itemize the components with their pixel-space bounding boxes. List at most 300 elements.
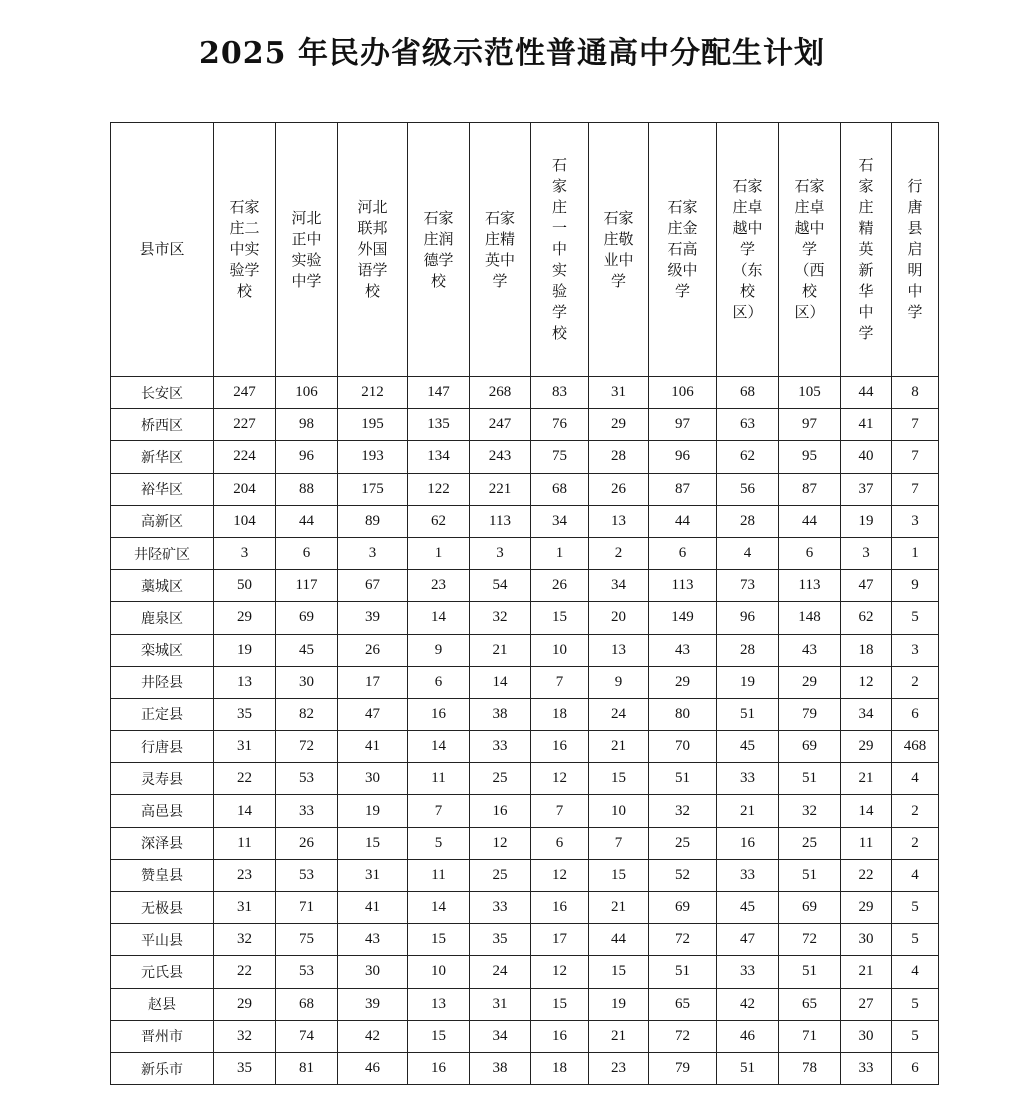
- quota-cell: 3: [892, 505, 939, 537]
- column-header-school: 行 唐 县 启 明 中 学: [892, 123, 939, 377]
- quota-cell: 41: [841, 409, 892, 441]
- quota-cell: 1: [531, 537, 589, 569]
- quota-cell: 14: [214, 795, 276, 827]
- column-header-school: 石 家 庄 一 中 实 验 学 校: [531, 123, 589, 377]
- quota-cell: 31: [214, 892, 276, 924]
- quota-cell: 6: [649, 537, 717, 569]
- quota-cell: 68: [531, 473, 589, 505]
- quota-cell: 16: [531, 1020, 589, 1052]
- region-cell: 新华区: [111, 441, 214, 473]
- quota-cell: 7: [589, 827, 649, 859]
- quota-cell: 53: [276, 859, 338, 891]
- quota-cell: 25: [779, 827, 841, 859]
- quota-cell: 19: [717, 666, 779, 698]
- quota-cell: 44: [276, 505, 338, 537]
- quota-cell: 21: [717, 795, 779, 827]
- quota-cell: 71: [276, 892, 338, 924]
- quota-cell: 31: [214, 731, 276, 763]
- quota-cell: 79: [649, 1052, 717, 1084]
- quota-cell: 13: [589, 634, 649, 666]
- quota-cell: 38: [470, 1052, 531, 1084]
- quota-cell: 23: [589, 1052, 649, 1084]
- quota-cell: 247: [214, 377, 276, 409]
- quota-cell: 11: [214, 827, 276, 859]
- quota-cell: 32: [214, 924, 276, 956]
- quota-cell: 15: [531, 988, 589, 1020]
- page-title: 2025 年民办省级示范性普通高中分配生计划: [199, 36, 825, 71]
- quota-cell: 31: [338, 859, 408, 891]
- quota-cell: 104: [214, 505, 276, 537]
- region-cell: 元氏县: [111, 956, 214, 988]
- quota-cell: 72: [276, 731, 338, 763]
- quota-cell: 22: [214, 763, 276, 795]
- quota-cell: 175: [338, 473, 408, 505]
- quota-cell: 50: [214, 570, 276, 602]
- quota-cell: 113: [649, 570, 717, 602]
- quota-cell: 35: [214, 1052, 276, 1084]
- quota-cell: 7: [408, 795, 470, 827]
- quota-cell: 14: [470, 666, 531, 698]
- quota-cell: 26: [276, 827, 338, 859]
- quota-cell: 12: [531, 763, 589, 795]
- quota-cell: 33: [717, 763, 779, 795]
- quota-cell: 41: [338, 892, 408, 924]
- quota-cell: 72: [779, 924, 841, 956]
- column-header-school: 石家 庄卓 越中 学 （西 校 区）: [779, 123, 841, 377]
- quota-cell: 51: [649, 956, 717, 988]
- quota-cell: 68: [276, 988, 338, 1020]
- quota-cell: 47: [338, 698, 408, 730]
- column-header-school: 石家 庄卓 越中 学 （东 校 区）: [717, 123, 779, 377]
- quota-cell: 33: [470, 892, 531, 924]
- quota-cell: 25: [470, 859, 531, 891]
- quota-cell: 7: [531, 795, 589, 827]
- quota-cell: 18: [531, 1052, 589, 1084]
- quota-cell: 195: [338, 409, 408, 441]
- quota-cell: 19: [841, 505, 892, 537]
- quota-cell: 7: [892, 409, 939, 441]
- quota-cell: 96: [717, 602, 779, 634]
- region-cell: 灵寿县: [111, 763, 214, 795]
- quota-cell: 51: [717, 1052, 779, 1084]
- quota-cell: 87: [779, 473, 841, 505]
- table-row: [111, 473, 939, 505]
- quota-cell: 44: [779, 505, 841, 537]
- quota-cell: 39: [338, 602, 408, 634]
- quota-cell: 19: [589, 988, 649, 1020]
- table-row: [111, 924, 939, 956]
- quota-cell: 33: [841, 1052, 892, 1084]
- quota-cell: 33: [717, 956, 779, 988]
- table-row: [111, 763, 939, 795]
- quota-cell: 25: [470, 763, 531, 795]
- region-cell: 井陉县: [111, 666, 214, 698]
- quota-cell: 89: [338, 505, 408, 537]
- table-row: [111, 602, 939, 634]
- quota-cell: 18: [531, 698, 589, 730]
- quota-cell: 13: [589, 505, 649, 537]
- quota-cell: 29: [589, 409, 649, 441]
- quota-cell: 16: [531, 731, 589, 763]
- quota-cell: 19: [214, 634, 276, 666]
- quota-cell: 105: [779, 377, 841, 409]
- quota-cell: 47: [717, 924, 779, 956]
- quota-cell: 10: [531, 634, 589, 666]
- quota-cell: 26: [589, 473, 649, 505]
- table-row: [111, 1020, 939, 1052]
- quota-cell: 6: [531, 827, 589, 859]
- quota-cell: 69: [779, 892, 841, 924]
- table-row: [111, 827, 939, 859]
- quota-cell: 52: [649, 859, 717, 891]
- region-cell: 无极县: [111, 892, 214, 924]
- quota-cell: 14: [841, 795, 892, 827]
- quota-cell: 29: [779, 666, 841, 698]
- quota-cell: 5: [892, 1020, 939, 1052]
- table-row: [111, 666, 939, 698]
- quota-cell: 34: [470, 1020, 531, 1052]
- quota-cell: 44: [589, 924, 649, 956]
- region-cell: 新乐市: [111, 1052, 214, 1084]
- quota-cell: 28: [717, 505, 779, 537]
- quota-cell: 21: [589, 892, 649, 924]
- quota-cell: 24: [470, 956, 531, 988]
- quota-cell: 212: [338, 377, 408, 409]
- quota-cell: 18: [841, 634, 892, 666]
- table-row: [111, 634, 939, 666]
- quota-cell: 54: [470, 570, 531, 602]
- quota-cell: 24: [589, 698, 649, 730]
- quota-cell: 4: [892, 956, 939, 988]
- quota-cell: 113: [470, 505, 531, 537]
- quota-cell: 6: [408, 666, 470, 698]
- quota-cell: 113: [779, 570, 841, 602]
- quota-cell: 3: [892, 634, 939, 666]
- quota-cell: 56: [717, 473, 779, 505]
- quota-cell: 3: [841, 537, 892, 569]
- quota-cell: 32: [779, 795, 841, 827]
- quota-cell: 41: [338, 731, 408, 763]
- quota-cell: 97: [779, 409, 841, 441]
- quota-cell: 75: [276, 924, 338, 956]
- quota-cell: 76: [531, 409, 589, 441]
- column-header-school: 石家 庄二 中实 验学 校: [214, 123, 276, 377]
- quota-cell: 53: [276, 763, 338, 795]
- column-header-school: 河北 正中 实验 中学: [276, 123, 338, 377]
- quota-cell: 29: [649, 666, 717, 698]
- quota-cell: 21: [841, 763, 892, 795]
- quota-cell: 193: [338, 441, 408, 473]
- quota-cell: 74: [276, 1020, 338, 1052]
- quota-cell: 15: [531, 602, 589, 634]
- quota-cell: 5: [408, 827, 470, 859]
- quota-cell: 122: [408, 473, 470, 505]
- quota-cell: 21: [841, 956, 892, 988]
- quota-cell: 4: [892, 763, 939, 795]
- quota-cell: 23: [214, 859, 276, 891]
- quota-cell: 11: [408, 859, 470, 891]
- quota-cell: 44: [841, 377, 892, 409]
- table-row: [111, 892, 939, 924]
- quota-cell: 35: [214, 698, 276, 730]
- quota-cell: 17: [531, 924, 589, 956]
- quota-cell: 45: [276, 634, 338, 666]
- quota-cell: 147: [408, 377, 470, 409]
- region-cell: 桥西区: [111, 409, 214, 441]
- table-row: [111, 377, 939, 409]
- quota-cell: 75: [531, 441, 589, 473]
- quota-cell: 38: [470, 698, 531, 730]
- quota-cell: 22: [841, 859, 892, 891]
- quota-cell: 45: [717, 892, 779, 924]
- column-header-region: 县市区: [111, 123, 214, 377]
- column-header-school: 石家 庄敬 业中 学: [589, 123, 649, 377]
- quota-cell: 15: [589, 956, 649, 988]
- quota-cell: 68: [717, 377, 779, 409]
- quota-cell: 31: [589, 377, 649, 409]
- quota-cell: 25: [649, 827, 717, 859]
- region-cell: 高新区: [111, 505, 214, 537]
- quota-cell: 4: [717, 537, 779, 569]
- quota-cell: 83: [531, 377, 589, 409]
- quota-cell: 43: [338, 924, 408, 956]
- quota-cell: 43: [779, 634, 841, 666]
- quota-cell: 42: [338, 1020, 408, 1052]
- quota-cell: 16: [408, 698, 470, 730]
- region-cell: 栾城区: [111, 634, 214, 666]
- quota-cell: 30: [338, 763, 408, 795]
- table-row: [111, 859, 939, 891]
- table-body: [111, 377, 939, 1085]
- quota-cell: 29: [841, 892, 892, 924]
- quota-cell: 1: [408, 537, 470, 569]
- quota-cell: 16: [470, 795, 531, 827]
- quota-cell: 134: [408, 441, 470, 473]
- quota-cell: 81: [276, 1052, 338, 1084]
- quota-cell: 28: [717, 634, 779, 666]
- quota-cell: 34: [589, 570, 649, 602]
- quota-cell: 4: [892, 859, 939, 891]
- quota-cell: 69: [779, 731, 841, 763]
- quota-cell: 7: [892, 473, 939, 505]
- quota-cell: 16: [717, 827, 779, 859]
- quota-cell: 29: [841, 731, 892, 763]
- quota-cell: 62: [408, 505, 470, 537]
- quota-cell: 43: [649, 634, 717, 666]
- region-cell: 高邑县: [111, 795, 214, 827]
- quota-cell: 227: [214, 409, 276, 441]
- quota-cell: 26: [338, 634, 408, 666]
- quota-cell: 12: [531, 956, 589, 988]
- quota-cell: 15: [338, 827, 408, 859]
- quota-cell: 32: [470, 602, 531, 634]
- quota-cell: 51: [649, 763, 717, 795]
- quota-cell: 6: [892, 698, 939, 730]
- quota-cell: 95: [779, 441, 841, 473]
- table-row: [111, 698, 939, 730]
- quota-cell: 2: [892, 795, 939, 827]
- quota-cell: 9: [589, 666, 649, 698]
- column-header-school: 石家 庄精 英中 学: [470, 123, 531, 377]
- quota-cell: 14: [408, 602, 470, 634]
- quota-cell: 87: [649, 473, 717, 505]
- quota-cell: 13: [408, 988, 470, 1020]
- quota-cell: 13: [214, 666, 276, 698]
- quota-cell: 10: [408, 956, 470, 988]
- quota-cell: 19: [338, 795, 408, 827]
- quota-cell: 30: [841, 1020, 892, 1052]
- quota-cell: 46: [717, 1020, 779, 1052]
- quota-cell: 62: [717, 441, 779, 473]
- region-cell: 裕华区: [111, 473, 214, 505]
- quota-cell: 11: [841, 827, 892, 859]
- quota-cell: 117: [276, 570, 338, 602]
- quota-cell: 30: [338, 956, 408, 988]
- quota-cell: 12: [470, 827, 531, 859]
- column-header-school: 石 家 庄 精 英 新 华 中 学: [841, 123, 892, 377]
- quota-cell: 72: [649, 1020, 717, 1052]
- quota-cell: 7: [892, 441, 939, 473]
- quota-cell: 39: [338, 988, 408, 1020]
- quota-cell: 63: [717, 409, 779, 441]
- quota-cell: 42: [717, 988, 779, 1020]
- quota-cell: 40: [841, 441, 892, 473]
- region-cell: 平山县: [111, 924, 214, 956]
- table-row: [111, 409, 939, 441]
- quota-cell: 30: [276, 666, 338, 698]
- quota-cell: 221: [470, 473, 531, 505]
- quota-cell: 70: [649, 731, 717, 763]
- quota-cell: 33: [276, 795, 338, 827]
- quota-cell: 65: [779, 988, 841, 1020]
- quota-cell: 16: [408, 1052, 470, 1084]
- quota-cell: 11: [408, 763, 470, 795]
- quota-cell: 53: [276, 956, 338, 988]
- region-cell: 鹿泉区: [111, 602, 214, 634]
- table-row: [111, 988, 939, 1020]
- quota-cell: 51: [779, 763, 841, 795]
- quota-cell: 37: [841, 473, 892, 505]
- quota-cell: 3: [470, 537, 531, 569]
- quota-cell: 6: [779, 537, 841, 569]
- table-row: [111, 505, 939, 537]
- quota-cell: 5: [892, 892, 939, 924]
- table-row: [111, 1052, 939, 1084]
- quota-cell: 2: [892, 666, 939, 698]
- column-header-school: 河北 联邦 外国 语学 校: [338, 123, 408, 377]
- quota-cell: 97: [649, 409, 717, 441]
- quota-cell: 6: [892, 1052, 939, 1084]
- quota-cell: 1: [892, 537, 939, 569]
- quota-cell: 73: [717, 570, 779, 602]
- quota-cell: 21: [470, 634, 531, 666]
- quota-cell: 268: [470, 377, 531, 409]
- quota-cell: 2: [589, 537, 649, 569]
- quota-cell: 26: [531, 570, 589, 602]
- quota-cell: 21: [589, 1020, 649, 1052]
- quota-cell: 247: [470, 409, 531, 441]
- quota-cell: 224: [214, 441, 276, 473]
- region-cell: 井陉矿区: [111, 537, 214, 569]
- quota-cell: 2: [892, 827, 939, 859]
- quota-cell: 79: [779, 698, 841, 730]
- quota-cell: 32: [649, 795, 717, 827]
- column-header-school: 石家 庄润 德学 校: [408, 123, 470, 377]
- quota-cell: 106: [276, 377, 338, 409]
- column-header-school: 石家 庄金 石高 级中 学: [649, 123, 717, 377]
- quota-cell: 9: [408, 634, 470, 666]
- quota-cell: 14: [408, 731, 470, 763]
- quota-cell: 23: [408, 570, 470, 602]
- header-row: [111, 123, 939, 377]
- quota-cell: 96: [649, 441, 717, 473]
- quota-cell: 149: [649, 602, 717, 634]
- quota-cell: 31: [470, 988, 531, 1020]
- quota-cell: 88: [276, 473, 338, 505]
- quota-cell: 21: [589, 731, 649, 763]
- quota-cell: 51: [717, 698, 779, 730]
- quota-cell: 30: [841, 924, 892, 956]
- quota-cell: 72: [649, 924, 717, 956]
- quota-cell: 10: [589, 795, 649, 827]
- region-cell: 行唐县: [111, 731, 214, 763]
- region-cell: 赞皇县: [111, 859, 214, 891]
- quota-cell: 32: [214, 1020, 276, 1052]
- region-cell: 赵县: [111, 988, 214, 1020]
- quota-cell: 12: [841, 666, 892, 698]
- quota-cell: 27: [841, 988, 892, 1020]
- quota-cell: 204: [214, 473, 276, 505]
- region-cell: 深泽县: [111, 827, 214, 859]
- quota-cell: 20: [589, 602, 649, 634]
- region-cell: 长安区: [111, 377, 214, 409]
- quota-cell: 78: [779, 1052, 841, 1084]
- quota-cell: 67: [338, 570, 408, 602]
- quota-cell: 243: [470, 441, 531, 473]
- quota-cell: 80: [649, 698, 717, 730]
- quota-cell: 29: [214, 602, 276, 634]
- quota-cell: 468: [892, 731, 939, 763]
- quota-cell: 35: [470, 924, 531, 956]
- quota-cell: 62: [841, 602, 892, 634]
- quota-cell: 15: [408, 1020, 470, 1052]
- quota-cell: 69: [649, 892, 717, 924]
- quota-cell: 46: [338, 1052, 408, 1084]
- quota-cell: 51: [779, 859, 841, 891]
- quota-cell: 96: [276, 441, 338, 473]
- region-cell: 藁城区: [111, 570, 214, 602]
- quota-cell: 5: [892, 924, 939, 956]
- quota-cell: 45: [717, 731, 779, 763]
- quota-cell: 69: [276, 602, 338, 634]
- allocation-table: [110, 122, 939, 1085]
- table-row: [111, 570, 939, 602]
- table-row: [111, 441, 939, 473]
- quota-cell: 15: [589, 859, 649, 891]
- quota-cell: 33: [717, 859, 779, 891]
- table-row: [111, 731, 939, 763]
- region-cell: 晋州市: [111, 1020, 214, 1052]
- quota-cell: 9: [892, 570, 939, 602]
- quota-cell: 15: [408, 924, 470, 956]
- quota-cell: 47: [841, 570, 892, 602]
- quota-cell: 34: [531, 505, 589, 537]
- quota-cell: 34: [841, 698, 892, 730]
- quota-cell: 65: [649, 988, 717, 1020]
- quota-cell: 6: [276, 537, 338, 569]
- quota-cell: 5: [892, 602, 939, 634]
- quota-cell: 3: [338, 537, 408, 569]
